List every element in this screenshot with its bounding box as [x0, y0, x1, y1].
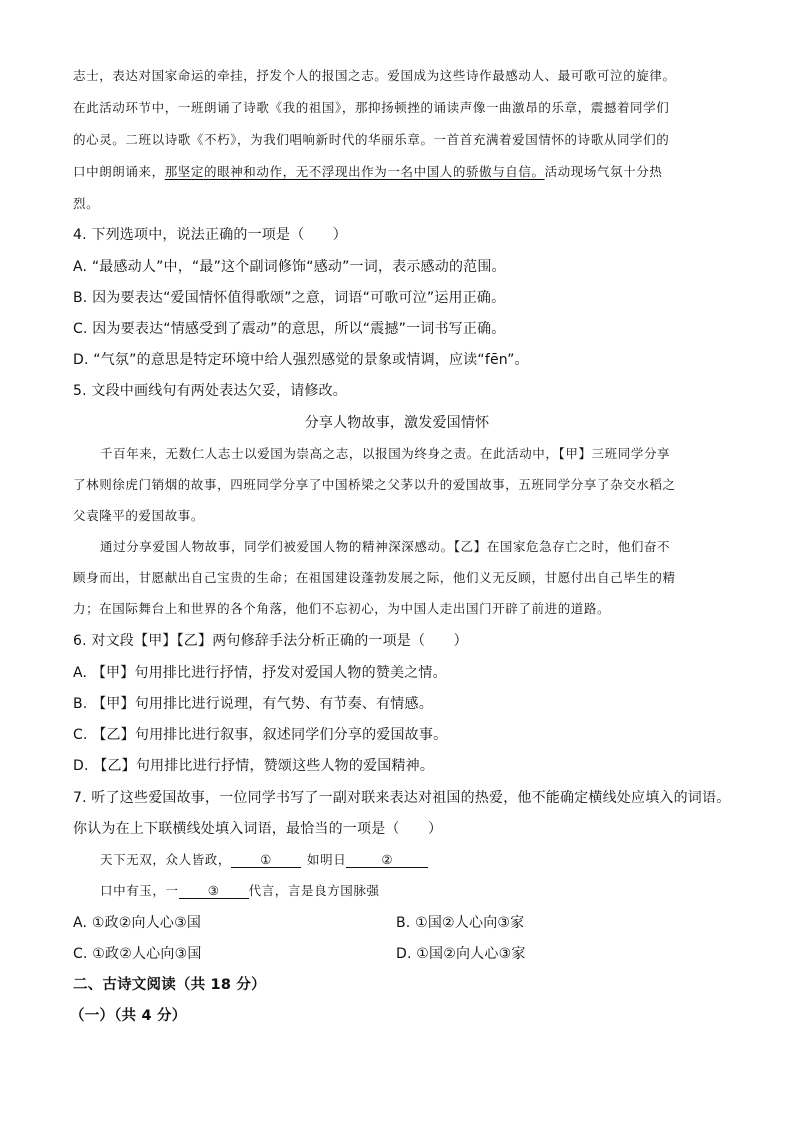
- q7-option-c: C. ①政②人心向③国: [73, 946, 202, 962]
- passage-line-4-end: 活动现场气氛十分热: [544, 164, 663, 179]
- couplet-lower: [100, 881, 380, 899]
- q7-stem-line-1: 7. 听了这些爱国故事，一位同学书写了一副对联来表达对祖国的热爱，他不能确定横线处应填入的词语。: [73, 790, 731, 806]
- couplet-upper-middle: 如明日: [307, 852, 347, 867]
- story-p2-line-1: 通过分享爱国人物故事，同学们被爱国人物的精神深深感动。【乙】在国家危急存亡之时，他们奋不: [100, 539, 671, 554]
- passage-line-5: 烈。: [73, 196, 100, 211]
- story-p1-line-1: 千百年来，无数仁人志士以爱国为崇高之志，以报国为终身之责。在此活动中，【甲】三班同学分享: [100, 446, 671, 461]
- story-p2-line-3: 力；在国际舞台上和世界的各个角落，他们不忘初心，为中国人走出国门开辟了前进的道路。: [73, 601, 611, 616]
- passage-line-3: 的心灵。二班以诗歌《不朽》，为我们唱响新时代的华丽乐章。一首首充满着爱国情怀的诗歌从同学们的: [73, 132, 670, 147]
- story-p1-line-2: 了林则徐虎门销烟的故事，四班同学分享了中国桥梁之父茅以升的爱国故事，五班同学分享了杂交水稻之: [73, 477, 676, 492]
- passage-line-2: 在此活动环节中，一班朗诵了诗歌《我的祖国》，那抑扬顿挫的诵读声像一曲激昂的乐章，震撼着同学们: [73, 100, 670, 115]
- story-p2-line-2: 顾身而出，甘愿献出自己宝贵的生命；在祖国建设蓬勃发展之际，他们义无反顾，甘愿付出自己毕生的精: [73, 570, 676, 585]
- q4-option-b: B. 因为要表达“爱国情怀值得歌颂”之意，词语“可歌可泣”运用正确。: [73, 290, 506, 306]
- q4-option-d: D. “气氛”的意思是特定环境中给人强烈感觉的景象或情调，应读“fēn”。: [73, 352, 529, 368]
- couplet-upper: [100, 850, 428, 868]
- story-p1-line-3: 父袁隆平的爱国故事。: [73, 508, 205, 523]
- blank-2: ②: [346, 852, 428, 868]
- passage-line-4-start: 口中朗朗诵来，: [73, 164, 165, 179]
- q4-stem: 4. 下列选项中，说法正确的一项是（ ）: [73, 227, 348, 243]
- q7-option-a: A. ①政②向人心③国: [73, 915, 202, 931]
- couplet-upper-start: 天下无双，众人皆政，: [100, 852, 232, 867]
- q6-option-d: D. 【乙】句用排比进行抒情，赞颂这些人物的爱国精神。: [73, 758, 435, 774]
- section-2-subtitle: （一）（共 4 分）: [70, 1008, 187, 1024]
- story-title: 分享人物故事，激发爱国情怀: [304, 415, 490, 431]
- q5-stem: 5. 文段中画线句有两处表达欠妥，请修改。: [73, 383, 348, 399]
- blank-1: ①: [231, 852, 301, 868]
- passage-line-4: [73, 162, 663, 180]
- q6-option-a: A. 【甲】句用排比进行抒情，抒发对爱国人物的赞美之情。: [73, 665, 447, 681]
- couplet-lower-start: 口中有玉，一: [100, 883, 179, 898]
- q6-stem: 6. 对文段【甲】【乙】两句修辞手法分析正确的一项是（ ）: [73, 633, 468, 649]
- section-2-title: 二、古诗文阅读（共 18 分）: [73, 977, 266, 993]
- q4-option-a: A. “最感动人”中，“最”这个副词修饰“感动”一词，表示感动的范围。: [73, 259, 506, 275]
- q7-stem-line-2: 你认为在上下联横线处填入词语，最恰当的一项是（ ）: [73, 821, 443, 837]
- q7-option-d: D. ①国②向人心③家: [396, 946, 526, 962]
- couplet-lower-end: 代言，言是良方国脉强: [248, 883, 380, 898]
- blank-3: ③: [179, 883, 249, 899]
- q7-option-b: B. ①国②人心向③家: [396, 915, 525, 931]
- underlined-sentence: 那坚定的眼神和动作，无不浮现出作为一名中国人的骄傲与自信。: [164, 164, 545, 179]
- q6-option-c: C. 【乙】句用排比进行叙事，叙述同学们分享的爱国故事。: [73, 727, 448, 743]
- q6-option-b: B. 【甲】句用排比进行说理，有气势、有节奏、有情感。: [73, 696, 433, 712]
- q4-option-c: C. 因为要表达“情感受到了震动”的意思，所以“震撼”一词书写正确。: [73, 321, 506, 337]
- passage-line-1: 志士，表达对国家命运的牵挂，抒发个人的报国之志。爱国成为这些诗作最感动人、最可歌可泣的旋律。: [73, 68, 676, 83]
